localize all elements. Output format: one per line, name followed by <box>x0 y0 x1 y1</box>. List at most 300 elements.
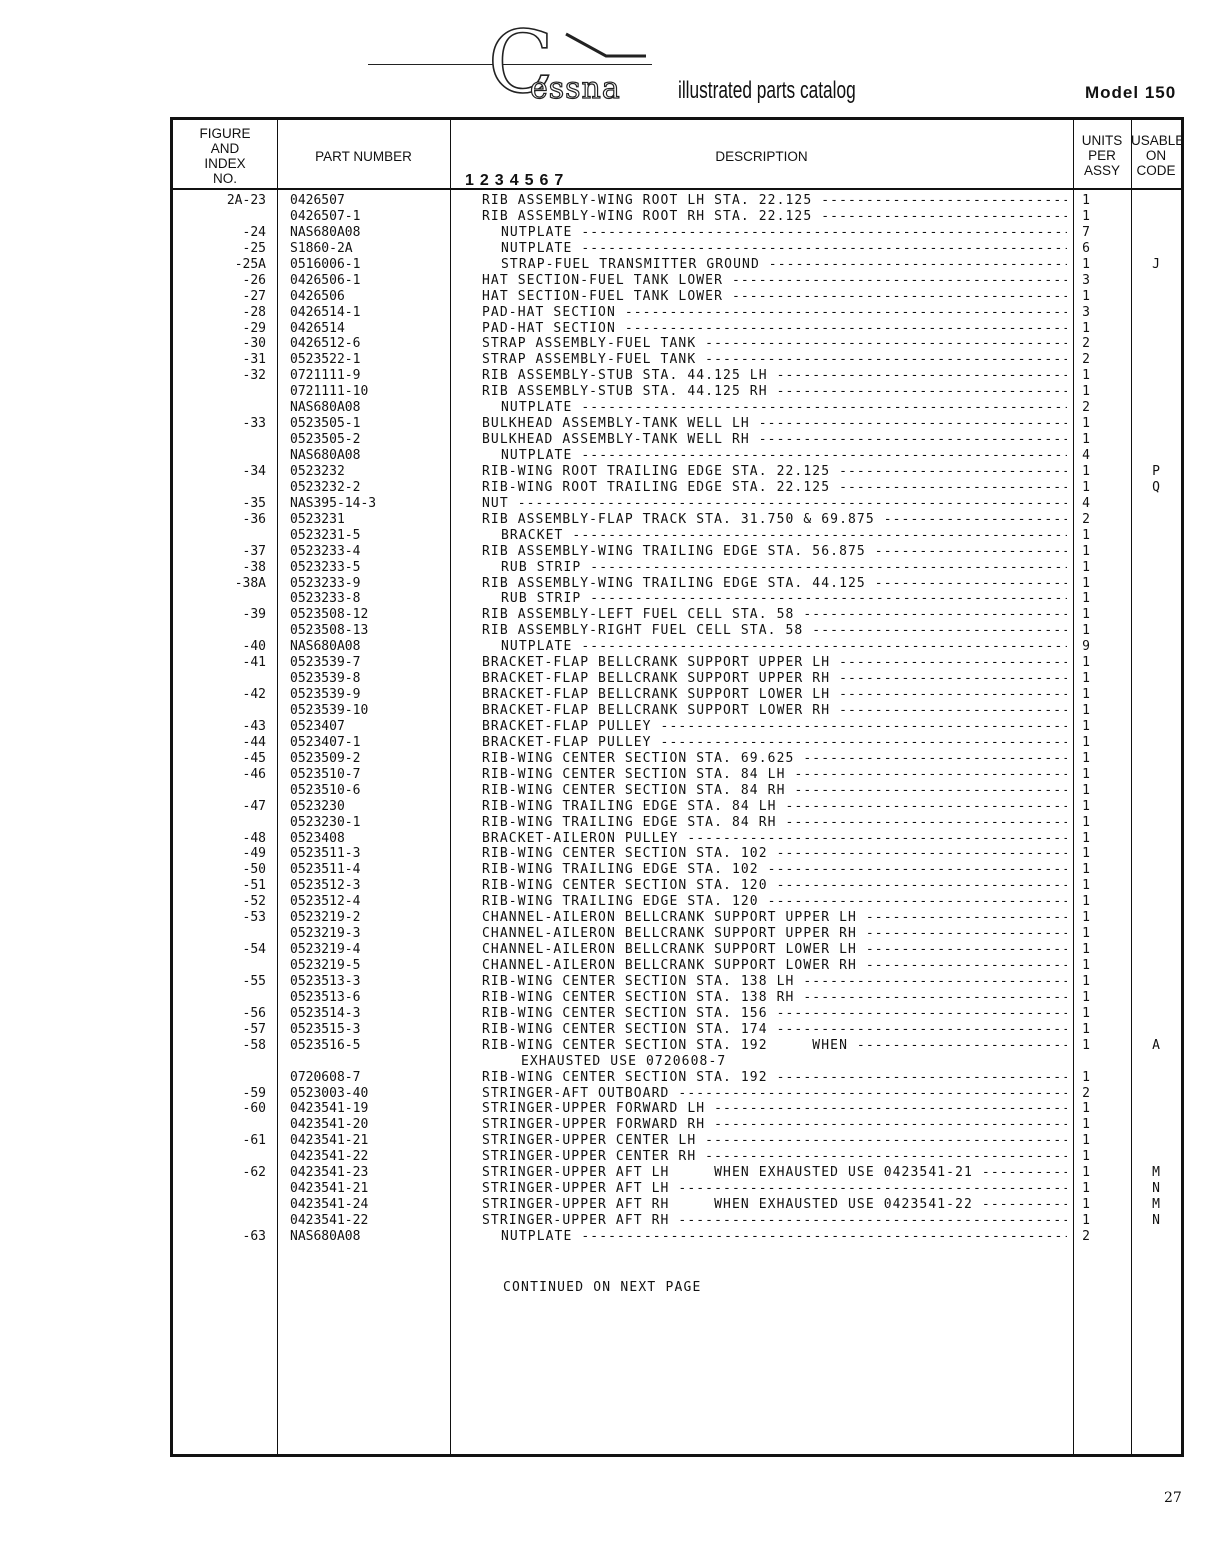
figure-index-cell: -24 <box>242 224 266 240</box>
part-number-cell: 0523539-7 <box>290 655 361 671</box>
part-number-cell: 0523509-2 <box>290 750 361 766</box>
figure-index-cell: -63 <box>242 1228 266 1244</box>
description-cell: BRACKET-FLAP BELLCRANK SUPPORT UPPER LH ----- <box>482 655 1067 671</box>
part-number-header: PART NUMBER <box>315 149 412 164</box>
units-cell: 1 <box>1082 193 1090 208</box>
part-number-cell: 0523522-1 <box>290 352 361 368</box>
table-row <box>173 894 1181 910</box>
description-cell: STRINGER-UPPER FORWARD RH ----- <box>482 1117 1067 1133</box>
units-cell: 9 <box>1082 639 1090 655</box>
table-row <box>173 512 1181 528</box>
table-row <box>173 273 1181 289</box>
units-cell: 1 <box>1082 942 1090 958</box>
table-row <box>173 1086 1181 1102</box>
units-cell: 1 <box>1082 320 1090 336</box>
description-cell: RIB-WING CENTER SECTION STA. 69.625 ----- <box>482 751 1067 767</box>
description-cell: RUB STRIP ----- <box>501 560 1067 576</box>
description-cell: STRAP ASSEMBLY-FUEL TANK ----- <box>482 336 1067 352</box>
table-row <box>173 958 1181 974</box>
description-cell: STRINGER-UPPER AFT RH ----- <box>482 1213 1067 1229</box>
description-cell: EXHAUSTED USE 0720608-7 <box>521 1053 727 1069</box>
units-cell: 1 <box>1082 878 1090 894</box>
description-cell: HAT SECTION-FUEL TANK LOWER ----- <box>482 289 1067 305</box>
part-number-cell: 0523513-6 <box>290 989 361 1005</box>
units-cell: 1 <box>1082 288 1090 304</box>
figure-index-cell: -38 <box>242 559 266 575</box>
part-number-cell: 0523219-3 <box>290 926 361 942</box>
figure-index-cell: -58 <box>242 1037 266 1053</box>
figure-index-cell: -42 <box>242 687 266 703</box>
table-row <box>173 193 1181 209</box>
table-row <box>173 448 1181 464</box>
description-cell: RIB-WING CENTER SECTION STA. 120 ----- <box>482 878 1067 894</box>
description-cell: RIB-WING CENTER SECTION STA. 102 ----- <box>482 846 1067 862</box>
figure-index-cell: -36 <box>242 511 266 527</box>
table-row <box>173 862 1181 878</box>
description-cell: STRINGER-UPPER AFT RH WHEN EXHAUSTED USE 0423541-22 ----- <box>482 1197 1067 1213</box>
units-cell: 1 <box>1082 256 1090 272</box>
usable-code-cell: N <box>1152 1181 1160 1197</box>
table-row <box>173 735 1181 751</box>
description-cell: RIB-WING TRAILING EDGE STA. 120 ----- <box>482 894 1067 910</box>
figure-index-cell: -25A <box>234 256 266 272</box>
units-cell: 1 <box>1082 989 1090 1005</box>
description-cell: PAD-HAT SECTION ----- <box>482 305 1067 321</box>
units-cell: 1 <box>1082 766 1090 782</box>
figure-index-cell: -29 <box>242 320 266 336</box>
table-row <box>173 799 1181 815</box>
table-row <box>173 1038 1181 1054</box>
units-cell: 1 <box>1082 798 1090 814</box>
figure-index-cell: -34 <box>242 463 266 479</box>
part-number-cell: NAS395-14-3 <box>290 495 377 511</box>
units-cell: 7 <box>1082 224 1090 240</box>
part-number-cell: 0523539-10 <box>290 703 369 718</box>
description-cell: RIB-WING ROOT TRAILING EDGE STA. 22.125 ----- <box>482 464 1067 480</box>
units-cell: 4 <box>1082 495 1090 511</box>
part-number-cell: 0516006-1 <box>290 256 361 272</box>
units-cell: 1 <box>1082 910 1090 926</box>
table-row <box>173 321 1181 337</box>
table-row <box>173 225 1181 241</box>
figure-index-cell: -54 <box>242 942 266 958</box>
table-row <box>173 878 1181 894</box>
description-cell: NUTPLATE ----- <box>501 448 1067 464</box>
table-row <box>173 831 1181 847</box>
description-cell: CHANNEL-AILERON BELLCRANK SUPPORT LOWER LH ----- <box>482 942 1067 958</box>
description-cell: RIB-WING CENTER SECTION STA. 84 RH ----- <box>482 783 1067 799</box>
table-row <box>173 560 1181 576</box>
units-cell: 1 <box>1082 973 1090 989</box>
table-row <box>173 257 1181 273</box>
units-cell: 4 <box>1082 448 1090 463</box>
part-number-cell: 0523508-13 <box>290 623 369 639</box>
description-cell: RIB ASSEMBLY-STUB STA. 44.125 LH ----- <box>482 368 1067 384</box>
units-cell: 1 <box>1082 671 1090 687</box>
table-row <box>173 1117 1181 1133</box>
part-number-cell: 0523510-6 <box>290 782 361 798</box>
description-cell: STRINGER-UPPER FORWARD LH ----- <box>482 1101 1067 1117</box>
parts-rows <box>173 193 1181 1245</box>
description-cell: CHANNEL-AILERON BELLCRANK SUPPORT UPPER LH ----- <box>482 910 1067 926</box>
units-cell: 2 <box>1082 1085 1090 1101</box>
part-number-cell: 0523407 <box>290 718 345 734</box>
part-number-cell: 0721111-9 <box>290 368 361 384</box>
figure-index-cell: -62 <box>242 1165 266 1181</box>
units-cell: 1 <box>1082 687 1090 703</box>
part-number-cell: S1860-2A <box>290 240 353 256</box>
units-cell: 1 <box>1082 1165 1090 1181</box>
part-number-cell: 0423541-20 <box>290 1117 369 1133</box>
units-cell: 1 <box>1082 846 1090 862</box>
figure-index-cell: -35 <box>242 495 266 511</box>
figure-index-cell: -40 <box>242 639 266 655</box>
part-number-cell: 0523003-40 <box>290 1085 369 1101</box>
table-row <box>173 432 1181 448</box>
table-row <box>173 687 1181 703</box>
table-row <box>173 926 1181 942</box>
table-row <box>173 496 1181 512</box>
table-row <box>173 1070 1181 1086</box>
figure-index-cell: -44 <box>242 734 266 750</box>
table-row <box>173 480 1181 496</box>
table-row <box>173 544 1181 560</box>
part-number-cell: 0523219-5 <box>290 958 361 973</box>
units-cell: 1 <box>1082 1005 1090 1021</box>
description-cell: BRACKET-FLAP BELLCRANK SUPPORT LOWER RH ----- <box>482 703 1067 719</box>
figure-index-cell: -47 <box>242 798 266 814</box>
table-row <box>173 241 1181 257</box>
table-row <box>173 528 1181 544</box>
continued-note: CONTINUED ON NEXT PAGE <box>503 1280 702 1295</box>
units-cell: 1 <box>1082 958 1090 973</box>
units-cell: 1 <box>1082 1117 1090 1133</box>
description-cell: BRACKET-FLAP BELLCRANK SUPPORT LOWER LH ----- <box>482 687 1067 703</box>
table-row <box>173 1101 1181 1117</box>
usable-code-cell: P <box>1152 463 1160 479</box>
units-cell: 2 <box>1082 400 1090 416</box>
part-number-cell: 0423541-21 <box>290 1181 369 1197</box>
table-row <box>173 1149 1181 1165</box>
part-number-cell: 0523539-8 <box>290 671 361 687</box>
figure-index-cell: -37 <box>242 543 266 559</box>
figure-index-cell: -45 <box>242 750 266 766</box>
table-row <box>173 1133 1181 1149</box>
table-row <box>173 289 1181 305</box>
part-number-cell: NAS680A08 <box>290 639 361 655</box>
units-cell: 1 <box>1082 1021 1090 1037</box>
units-cell: 1 <box>1082 432 1090 448</box>
description-cell: RIB-WING TRAILING EDGE STA. 102 ----- <box>482 862 1067 878</box>
table-row <box>173 639 1181 655</box>
table-row <box>173 464 1181 480</box>
figure-index-cell: -43 <box>242 718 266 734</box>
part-number-cell: 0423541-22 <box>290 1149 369 1165</box>
part-number-cell: 0523512-3 <box>290 878 361 894</box>
part-number-cell: 0523219-4 <box>290 942 361 958</box>
part-number-cell: 0523511-4 <box>290 862 361 878</box>
description-cell: STRINGER-UPPER CENTER RH ----- <box>482 1149 1067 1165</box>
units-cell: 1 <box>1082 479 1090 495</box>
figure-index-cell: -33 <box>242 416 266 432</box>
description-cell: RIB ASSEMBLY-WING TRAILING EDGE STA. 44.125 ----- <box>482 576 1067 592</box>
units-cell: 1 <box>1082 734 1090 750</box>
description-cell: BRACKET ----- <box>501 528 1067 544</box>
description-cell: PAD-HAT SECTION ----- <box>482 321 1067 337</box>
units-cell: 1 <box>1082 718 1090 734</box>
table-row <box>173 1181 1181 1197</box>
part-number-cell: 0523408 <box>290 830 345 846</box>
table-row <box>173 352 1181 368</box>
table-row <box>173 1054 1181 1070</box>
model-label: Model 150 <box>1085 83 1177 102</box>
units-cell: 1 <box>1082 1181 1090 1197</box>
units-cell: 2 <box>1082 511 1090 527</box>
table-row <box>173 623 1181 639</box>
units-cell: 1 <box>1082 703 1090 718</box>
table-row <box>173 1006 1181 1022</box>
description-cell: RIB-WING CENTER SECTION STA. 174 ----- <box>482 1022 1067 1038</box>
table-row <box>173 655 1181 671</box>
part-number-cell: 0720608-7 <box>290 1069 361 1085</box>
table-row <box>173 910 1181 926</box>
table-row <box>173 416 1181 432</box>
units-cell: 1 <box>1082 591 1090 607</box>
description-cell: RIB-WING CENTER SECTION STA. 192 ----- <box>482 1070 1067 1086</box>
description-cell: RIB ASSEMBLY-FLAP TRACK STA. 31.750 & 69.875 ----- <box>482 512 1067 528</box>
units-cell: 1 <box>1082 463 1090 479</box>
part-number-cell: 0523233-5 <box>290 559 361 575</box>
figure-index-cell: -48 <box>242 830 266 846</box>
part-number-cell: 0523230-1 <box>290 814 361 830</box>
table-row <box>173 384 1181 400</box>
units-cell: 1 <box>1082 575 1090 591</box>
description-cell: NUTPLATE ----- <box>501 400 1067 416</box>
part-number-cell: NAS680A08 <box>290 448 361 463</box>
units-cell: 1 <box>1082 623 1090 639</box>
figure-index-cell: -30 <box>242 336 266 352</box>
table-row <box>173 719 1181 735</box>
description-cell: BRACKET-FLAP PULLEY ----- <box>482 735 1067 751</box>
units-cell: 1 <box>1082 782 1090 798</box>
description-cell: RIB ASSEMBLY-STUB STA. 44.125 RH ----- <box>482 384 1067 400</box>
usable-code-cell: N <box>1152 1213 1160 1228</box>
units-per-assy-header: UNITS PER ASSY <box>1081 133 1123 178</box>
part-number-cell: 0426507 <box>290 193 345 208</box>
figure-index-cell: -60 <box>242 1101 266 1117</box>
figure-index-cell: -39 <box>242 607 266 623</box>
units-cell: 1 <box>1082 1213 1090 1228</box>
table-row <box>173 576 1181 592</box>
figure-index-cell: -46 <box>242 766 266 782</box>
cessna-logo-word: essna <box>530 71 621 106</box>
part-number-cell: 0523513-3 <box>290 973 361 989</box>
usable-code-cell: M <box>1152 1165 1160 1181</box>
figure-index-cell: 2A-23 <box>226 193 266 208</box>
part-number-cell: 0423541-23 <box>290 1165 369 1181</box>
figure-index-cell: -31 <box>242 352 266 368</box>
figure-index-cell: -56 <box>242 1005 266 1021</box>
figure-index-cell: -59 <box>242 1085 266 1101</box>
description-cell: RIB-WING TRAILING EDGE STA. 84 RH ----- <box>482 815 1067 831</box>
table-row <box>173 336 1181 352</box>
usable-code-cell: M <box>1152 1197 1160 1213</box>
part-number-cell: 0523233-4 <box>290 543 361 559</box>
units-cell: 1 <box>1082 543 1090 559</box>
units-cell: 3 <box>1082 304 1090 320</box>
description-cell: RIB-WING CENTER SECTION STA. 138 LH ----- <box>482 974 1067 990</box>
figure-index-cell: -52 <box>242 894 266 910</box>
figure-index-cell: -25 <box>242 240 266 256</box>
description-cell: RIB ASSEMBLY-WING ROOT LH STA. 22.125 ----- <box>482 193 1067 209</box>
part-number-cell: 0523539-9 <box>290 687 361 703</box>
description-cell: RIB-WING CENTER SECTION STA. 192 WHEN ----- <box>482 1038 1067 1054</box>
table-row <box>173 974 1181 990</box>
description-cell: NUTPLATE ----- <box>501 241 1067 257</box>
page-header <box>0 0 1212 115</box>
description-cell: BRACKET-FLAP PULLEY ----- <box>482 719 1067 735</box>
indent-digits: 1234567 <box>465 172 570 189</box>
description-cell: STRINGER-UPPER AFT LH WHEN EXHAUSTED USE 0423541-21 ----- <box>482 1165 1067 1181</box>
catalog-subtitle: illustrated parts catalog <box>678 77 856 104</box>
part-number-cell: 0523511-3 <box>290 846 361 862</box>
table-row <box>173 703 1181 719</box>
part-number-cell: 0523505-2 <box>290 432 361 448</box>
units-cell: 1 <box>1082 559 1090 575</box>
description-cell: RIB-WING CENTER SECTION STA. 138 RH ----- <box>482 990 1067 1006</box>
description-cell: STRAP-FUEL TRANSMITTER GROUND ----- <box>501 257 1067 273</box>
page-number: 27 <box>1164 1490 1182 1506</box>
units-cell: 1 <box>1082 1101 1090 1117</box>
part-number-cell: 0426506 <box>290 288 345 304</box>
table-row <box>173 209 1181 225</box>
units-cell: 2 <box>1082 1228 1090 1244</box>
figure-index-cell: -57 <box>242 1021 266 1037</box>
part-number-cell: 0523514-3 <box>290 1005 361 1021</box>
logo-swoosh-icon <box>560 28 650 68</box>
table-row <box>173 305 1181 321</box>
part-number-cell: 0426507-1 <box>290 208 361 224</box>
description-cell: RIB-WING CENTER SECTION STA. 156 ----- <box>482 1006 1067 1022</box>
description-cell: STRAP ASSEMBLY-FUEL TANK ----- <box>482 352 1067 368</box>
description-cell: STRINGER-UPPER AFT LH ----- <box>482 1181 1067 1197</box>
part-number-cell: 0523407-1 <box>290 734 361 750</box>
part-number-cell: 0426514 <box>290 320 345 336</box>
figure-index-cell: -27 <box>242 288 266 304</box>
table-row <box>173 783 1181 799</box>
description-cell: BULKHEAD ASSEMBLY-TANK WELL LH ----- <box>482 416 1067 432</box>
part-number-cell: 0721111-10 <box>290 384 369 400</box>
figure-index-cell: -41 <box>242 655 266 671</box>
description-cell: RIB ASSEMBLY-WING ROOT RH STA. 22.125 ----- <box>482 209 1067 225</box>
units-cell: 1 <box>1082 750 1090 766</box>
figure-index-cell: -51 <box>242 878 266 894</box>
units-cell: 1 <box>1082 926 1090 942</box>
units-cell: 1 <box>1082 1149 1090 1165</box>
description-cell: RIB ASSEMBLY-LEFT FUEL CELL STA. 58 ----- <box>482 607 1067 623</box>
description-cell: RIB-WING ROOT TRAILING EDGE STA. 22.125 ----- <box>482 480 1067 496</box>
part-number-cell: 0423541-22 <box>290 1213 369 1228</box>
part-number-cell: 0423541-19 <box>290 1101 369 1117</box>
table-row <box>173 1229 1181 1245</box>
part-number-cell: 0523232-2 <box>290 479 361 495</box>
figure-index-header: FIGURE AND INDEX NO. <box>199 126 251 186</box>
figure-index-cell: -50 <box>242 862 266 878</box>
description-cell: NUTPLATE ----- <box>501 225 1067 241</box>
units-cell: 1 <box>1082 368 1090 384</box>
part-number-cell: 0423541-21 <box>290 1133 369 1149</box>
description-cell: HAT SECTION-FUEL TANK LOWER ----- <box>482 273 1067 289</box>
units-cell: 1 <box>1082 655 1090 671</box>
part-number-cell: 0523233-9 <box>290 575 361 591</box>
part-number-cell: 0523510-7 <box>290 766 361 782</box>
units-cell: 1 <box>1082 830 1090 846</box>
table-row <box>173 1165 1181 1181</box>
figure-index-cell: -55 <box>242 973 266 989</box>
units-cell: 6 <box>1082 240 1090 256</box>
part-number-cell: 0523516-5 <box>290 1037 361 1053</box>
table-row <box>173 591 1181 607</box>
description-cell: STRINGER-AFT OUTBOARD ----- <box>482 1086 1067 1102</box>
description-cell: NUT ----- <box>482 496 1067 512</box>
figure-index-cell: -38A <box>234 575 266 591</box>
part-number-cell: NAS680A08 <box>290 400 361 416</box>
description-cell: RIB ASSEMBLY-RIGHT FUEL CELL STA. 58 ----- <box>482 623 1067 639</box>
figure-index-cell: -61 <box>242 1133 266 1149</box>
description-cell: CHANNEL-AILERON BELLCRANK SUPPORT LOWER RH ----- <box>482 958 1067 974</box>
table-row <box>173 607 1181 623</box>
description-cell: BRACKET-AILERON PULLEY ----- <box>482 831 1067 847</box>
description-cell: STRINGER-UPPER CENTER LH ----- <box>482 1133 1067 1149</box>
usable-on-code-header: USABLE ON CODE <box>1131 133 1185 178</box>
units-cell: 3 <box>1082 272 1090 288</box>
units-cell: 1 <box>1082 814 1090 830</box>
table-row <box>173 1022 1181 1038</box>
table-row <box>173 942 1181 958</box>
part-number-cell: 0523231 <box>290 511 345 527</box>
units-cell: 1 <box>1082 1069 1090 1085</box>
units-cell: 1 <box>1082 894 1090 910</box>
cessna-logo-initial: C <box>488 13 554 113</box>
table-row <box>173 815 1181 831</box>
parts-table <box>170 117 1184 1457</box>
part-number-cell: NAS680A08 <box>290 224 361 240</box>
usable-code-cell: Q <box>1152 479 1160 495</box>
part-number-cell: 0523219-2 <box>290 910 361 926</box>
description-cell: BRACKET-FLAP BELLCRANK SUPPORT UPPER RH ----- <box>482 671 1067 687</box>
units-cell: 1 <box>1082 1133 1090 1149</box>
description-cell: BULKHEAD ASSEMBLY-TANK WELL RH ----- <box>482 432 1067 448</box>
part-number-cell: 0426512-6 <box>290 336 361 352</box>
part-number-cell: 0523230 <box>290 798 345 814</box>
description-cell: NUTPLATE ----- <box>501 639 1067 655</box>
part-number-cell: 0426514-1 <box>290 304 361 320</box>
part-number-cell: 0426506-1 <box>290 272 361 288</box>
table-row <box>173 751 1181 767</box>
part-number-cell: 0423541-24 <box>290 1197 369 1213</box>
part-number-cell: 0523512-4 <box>290 894 361 910</box>
part-number-cell: NAS680A08 <box>290 1228 361 1244</box>
table-row <box>173 846 1181 862</box>
description-cell: RUB STRIP ----- <box>501 591 1067 607</box>
table-row <box>173 368 1181 384</box>
table-row <box>173 1197 1181 1213</box>
figure-index-cell: -26 <box>242 272 266 288</box>
figure-index-cell: -32 <box>242 368 266 384</box>
figure-index-cell: -53 <box>242 910 266 926</box>
units-cell: 1 <box>1082 1197 1090 1213</box>
table-row <box>173 1213 1181 1229</box>
